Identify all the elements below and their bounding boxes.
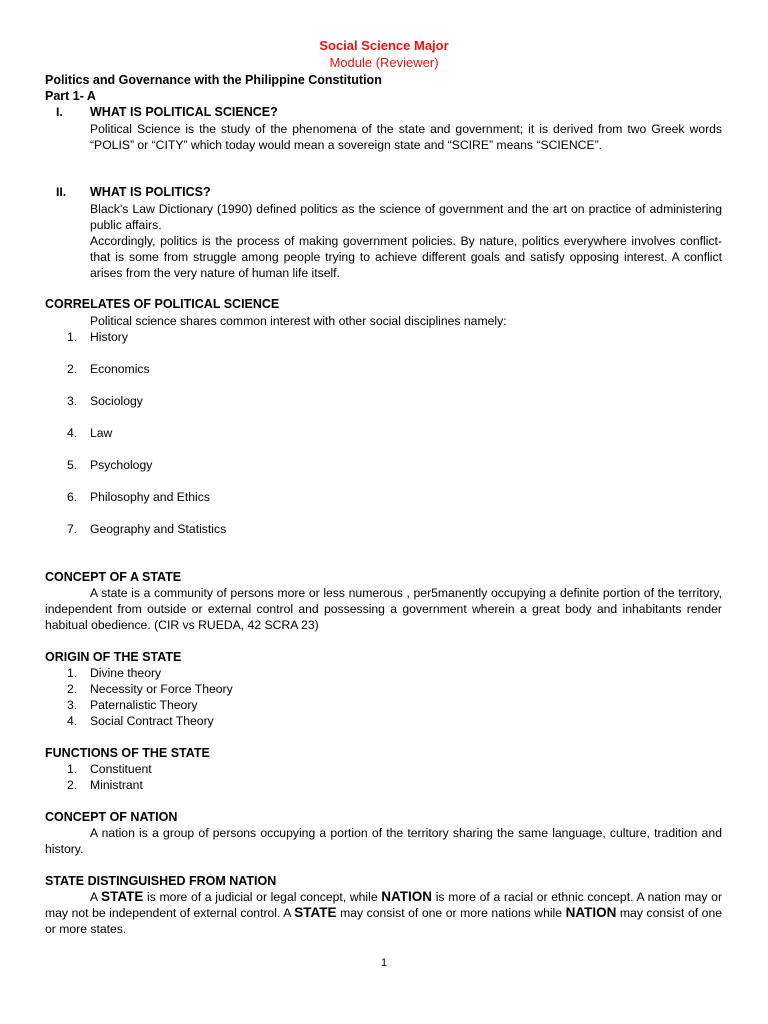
origin-item-social-contract: Social Contract Theory xyxy=(90,714,214,728)
correlates-item-number: 5. xyxy=(67,458,78,472)
origin-item-number: 1. xyxy=(67,666,78,680)
correlates-item-economics: Economics xyxy=(90,362,150,376)
concept-state-heading: CONCEPT OF A STATE xyxy=(45,570,182,584)
correlates-item-psychology: Psychology xyxy=(90,458,153,472)
nation-heading: CONCEPT OF NATION xyxy=(45,810,178,824)
page-number: 1 xyxy=(380,957,388,969)
part-label: Part 1- A xyxy=(45,89,96,103)
section2-text2: Accordingly, politics is the process of making government policies. By nature, politics everywhere involves conflict- that is some from struggle among people trying to achieve different goals and satisfy opposing interest. A conflict arises from the very nature of human life itself. xyxy=(90,234,722,280)
correlates-item-geography: Geography and Statistics xyxy=(90,522,227,536)
section2-number: II. xyxy=(56,185,67,199)
functions-item-number: 2. xyxy=(67,778,78,792)
origin-heading: ORIGIN OF THE STATE xyxy=(45,650,182,664)
correlates-item-number: 1. xyxy=(67,330,78,344)
section1-number: I. xyxy=(56,105,63,119)
origin-item-number: 4. xyxy=(67,714,78,728)
distinguished-text-part: may consist of one or more states. xyxy=(45,906,723,936)
section1-text: Political Science is the study of the phenomena of the state and government; it is derived from two Greek words “POLIS” or “CITY” which today would mean a sovereign state and “SCIRE” means “SCIENCE”. xyxy=(90,122,722,152)
concept-state-text: A state is a community of persons more or less numerous , per5manently occupying a definite portion of the territory, independent from outside or external control and possessing a government wherein a great body and inhabitants render habitual obedience. (CIR vs RUEDA, 42 SCRA 23) xyxy=(45,586,722,632)
distinguished-text-part: A xyxy=(90,890,102,904)
correlates-item-number: 3. xyxy=(67,394,78,408)
correlates-intro: Political science shares common interest with other social disciplines namely: xyxy=(90,314,507,328)
correlates-item-number: 4. xyxy=(67,426,78,440)
origin-item-divine: Divine theory xyxy=(90,666,162,680)
functions-item-number: 1. xyxy=(67,762,78,776)
origin-item-force: Necessity or Force Theory xyxy=(90,682,233,696)
correlates-item-number: 6. xyxy=(67,490,78,504)
correlates-item-number: 2. xyxy=(67,362,78,376)
origin-item-number: 3. xyxy=(67,698,78,712)
correlates-item-history: History xyxy=(90,330,128,344)
state-term: STATE xyxy=(101,889,144,904)
doc-title: Politics and Governance with the Philippine Constitution xyxy=(45,73,382,87)
correlates-item-philosophy: Philosophy and Ethics xyxy=(90,490,210,504)
section2-text1: Black’s Law Dictionary (1990) defined politics as the science of government and the art on practice of administering public affairs. xyxy=(90,202,722,232)
distinguished-text-part: is more of a judicial or legal concept, while xyxy=(143,890,382,904)
header-title: Social Science Major xyxy=(319,38,449,53)
correlates-item-law: Law xyxy=(90,426,113,440)
distinguished-text xyxy=(45,889,722,937)
distinguished-heading: STATE DISTINGUISHED FROM NATION xyxy=(45,874,277,888)
section2-heading: WHAT IS POLITICS? xyxy=(90,185,211,199)
nation-term: NATION xyxy=(381,889,433,904)
distinguished-text-part: may consist of one or more nations while xyxy=(336,906,566,920)
state-term: STATE xyxy=(294,905,337,920)
correlates-item-sociology: Sociology xyxy=(90,394,143,408)
header-subtitle: Module (Reviewer) xyxy=(329,55,439,70)
section1-heading: WHAT IS POLITICAL SCIENCE? xyxy=(90,105,278,119)
functions-item-ministrant: Ministrant xyxy=(90,778,143,792)
origin-item-paternalistic: Paternalistic Theory xyxy=(90,698,198,712)
functions-heading: FUNCTIONS OF THE STATE xyxy=(45,746,210,760)
correlates-item-number: 7. xyxy=(67,522,78,536)
correlates-heading: CORRELATES OF POLITICAL SCIENCE xyxy=(45,297,280,311)
origin-item-number: 2. xyxy=(67,682,78,696)
nation-text: A nation is a group of persons occupying a portion of the territory sharing the same language, culture, tradition and history. xyxy=(45,826,722,856)
nation-term: NATION xyxy=(565,905,617,920)
distinguished-text-part: is more of a racial or ethnic concept. A nation may or may not be independent of external control. A xyxy=(45,890,723,920)
functions-item-constituent: Constituent xyxy=(90,762,152,776)
